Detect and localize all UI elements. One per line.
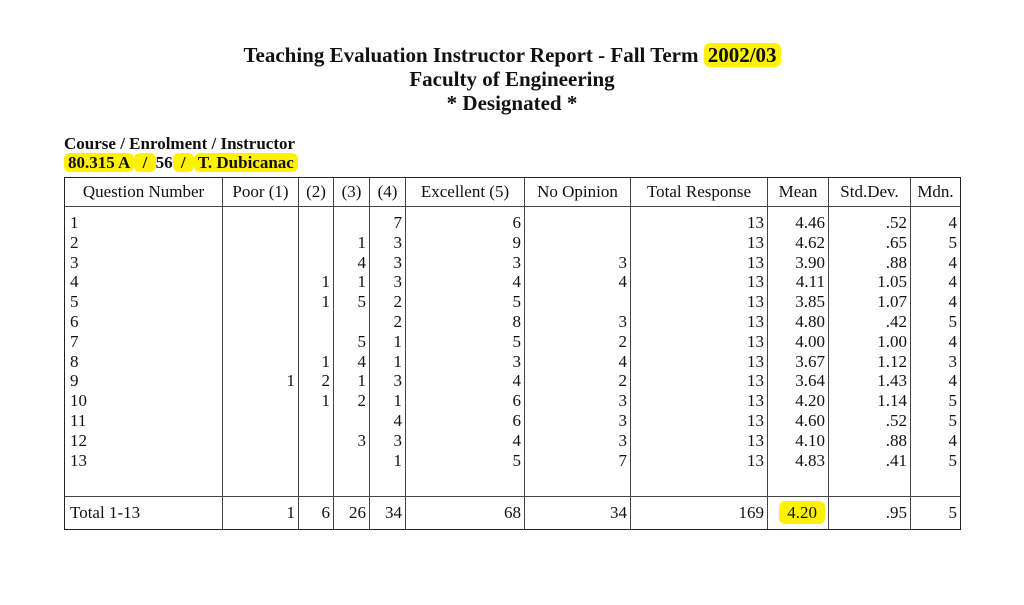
table-cell: 3 xyxy=(618,311,627,331)
table-cell: 5 xyxy=(948,391,957,411)
table-cell: 4.83 xyxy=(795,450,825,470)
table-cell: 3 xyxy=(393,272,402,292)
report-title xyxy=(0,43,1024,67)
total-value: .95 xyxy=(885,503,907,523)
column-header-2: (2) xyxy=(298,178,333,206)
table-cell xyxy=(226,332,295,352)
table-cell: 1.43 xyxy=(877,371,907,391)
column-header-excellent-5: Excellent (5) xyxy=(405,178,524,206)
table-cell xyxy=(226,292,295,312)
table-cell: 3 xyxy=(393,232,402,252)
course-info xyxy=(64,134,298,172)
table-cell: 10 xyxy=(70,391,87,411)
column-values-3 xyxy=(333,206,369,496)
table-cell: 1 xyxy=(357,371,366,391)
column-values-total-response xyxy=(630,206,767,496)
table-cell: 4 xyxy=(512,430,521,450)
table-cell xyxy=(302,213,330,233)
total-value: Total 1-13 xyxy=(70,503,141,523)
table-cell xyxy=(226,233,295,253)
table-cell: 13 xyxy=(747,331,764,351)
table-cell xyxy=(528,213,627,233)
column-values-mdn xyxy=(910,206,960,496)
table-cell: 1 xyxy=(321,292,330,312)
table-cell: 5 xyxy=(948,232,957,252)
total-value: 34 xyxy=(385,503,402,523)
table-cell: 6 xyxy=(512,391,521,411)
table-cell: 1 xyxy=(321,391,330,411)
table-cell: 3 xyxy=(512,252,521,272)
table-cell: 13 xyxy=(747,430,764,450)
table-cell xyxy=(528,292,627,312)
course-code: 80.315 A xyxy=(64,153,134,172)
total-cell-mdn xyxy=(910,496,960,529)
table-cell: 13 xyxy=(747,252,764,272)
table-cell xyxy=(302,411,330,431)
course-separator-2: / xyxy=(173,153,194,172)
table-cell: 4 xyxy=(393,410,402,430)
table-cell: 1 xyxy=(393,331,402,351)
table-cell: 5 xyxy=(948,450,957,470)
total-value: 169 xyxy=(738,503,764,523)
table-cell xyxy=(226,352,295,372)
table-cell: 3 xyxy=(618,430,627,450)
total-cell-2 xyxy=(298,496,333,529)
table-cell: 4.11 xyxy=(795,272,825,292)
table-cell: 3 xyxy=(618,391,627,411)
table-cell: 2 xyxy=(357,391,366,411)
report-title-prefix: Teaching Evaluation Instructor Report - Fall Term xyxy=(243,43,704,67)
table-cell: 4 xyxy=(70,272,79,292)
table-cell: 1 xyxy=(286,371,295,391)
table-cell: 3 xyxy=(512,351,521,371)
total-row xyxy=(65,496,960,529)
table-cell: 7 xyxy=(618,450,627,470)
table-cell: 2 xyxy=(321,371,330,391)
column-values-mean xyxy=(767,206,828,496)
instructor-name: T. Dubicanac xyxy=(194,153,298,172)
table-cell: 4.60 xyxy=(795,410,825,430)
fall-term-highlight: 2002/03 xyxy=(704,43,781,67)
table-cell: 3 xyxy=(393,371,402,391)
column-header-mean: Mean xyxy=(767,178,828,206)
table-cell: 1.05 xyxy=(877,272,907,292)
table-cell xyxy=(226,391,295,411)
table-cell: 2 xyxy=(393,311,402,331)
table-cell: 13 xyxy=(747,272,764,292)
table-cell: 4 xyxy=(948,292,957,312)
table-cell: 13 xyxy=(747,213,764,232)
column-values-question-number xyxy=(65,206,222,496)
table-cell: .52 xyxy=(885,410,907,430)
table-cell: 4 xyxy=(357,351,366,371)
table-cell: 5 xyxy=(512,450,521,470)
table-cell: 4 xyxy=(948,331,957,351)
table-cell: 4 xyxy=(948,371,957,391)
table-cell: 2 xyxy=(393,292,402,312)
column-header-question-number: Question Number xyxy=(82,182,205,202)
column-values-2 xyxy=(298,206,333,496)
table-cell: 2 xyxy=(618,331,627,351)
table-cell xyxy=(302,233,330,253)
course-info-label: Course / Enrolment / Instructor xyxy=(64,134,296,153)
total-value: 26 xyxy=(349,503,366,523)
table-cell: 4 xyxy=(357,252,366,272)
table-cell: .41 xyxy=(885,450,907,470)
table-cell: 1 xyxy=(393,450,402,470)
table-cell: 3.90 xyxy=(795,252,825,272)
table-cell: 4 xyxy=(948,272,957,292)
table-cell: 9 xyxy=(512,232,521,252)
table-cell xyxy=(226,411,295,431)
column-values-4 xyxy=(369,206,405,496)
table-cell xyxy=(302,332,330,352)
total-mean-highlight: 4.20 xyxy=(779,501,825,524)
total-value: 68 xyxy=(504,503,521,523)
table-cell: 1.14 xyxy=(877,391,907,411)
table-cell: 3 xyxy=(393,252,402,272)
column-values-std-dev xyxy=(828,206,910,496)
table-cell: 9 xyxy=(70,371,79,391)
table-cell: 3 xyxy=(618,252,627,272)
column-header-std-dev: Std.Dev. xyxy=(828,178,910,206)
table-cell: 7 xyxy=(70,331,79,351)
table-cell: 4.00 xyxy=(795,331,825,351)
table-cell: 3.64 xyxy=(795,371,825,391)
table-cell: 4 xyxy=(948,213,957,232)
table-cell xyxy=(302,431,330,451)
table-cell: 1 xyxy=(321,351,330,371)
table-cell xyxy=(337,451,366,471)
table-cell: 7 xyxy=(393,213,402,232)
table-cell: 8 xyxy=(70,351,79,371)
table-cell: .65 xyxy=(885,232,907,252)
table-cell xyxy=(337,213,366,233)
table-cell: 13 xyxy=(747,311,764,331)
table-cell: 12 xyxy=(70,430,87,450)
table-cell: 6 xyxy=(512,213,521,232)
table-cell xyxy=(302,312,330,332)
table-cell: 8 xyxy=(512,311,521,331)
table-cell: 6 xyxy=(512,410,521,430)
table-cell: 13 xyxy=(747,232,764,252)
total-cell-no-opinion xyxy=(524,496,630,529)
table-cell: 4 xyxy=(512,371,521,391)
total-cell-mean xyxy=(767,496,828,529)
column-header-3: (3) xyxy=(333,178,369,206)
table-cell: 5 xyxy=(948,311,957,331)
column-header-total-response: Total Response xyxy=(630,178,767,206)
table-cell: 4.80 xyxy=(795,311,825,331)
total-cell-4 xyxy=(369,496,405,529)
table-cell: 1 xyxy=(70,213,79,232)
table-cell: .52 xyxy=(885,213,907,232)
total-value: 5 xyxy=(948,503,957,523)
table-cell: 13 xyxy=(70,450,87,470)
column-header-no-opinion: No Opinion xyxy=(524,178,630,206)
total-value: 1 xyxy=(286,503,295,523)
course-info-values xyxy=(64,153,298,172)
table-cell: 13 xyxy=(747,292,764,312)
table-cell: .42 xyxy=(885,311,907,331)
table-cell: 4 xyxy=(948,430,957,450)
table-cell: 2 xyxy=(618,371,627,391)
column-values-excellent-5 xyxy=(405,206,524,496)
table-cell xyxy=(226,253,295,273)
table-cell: 1.12 xyxy=(877,351,907,371)
table-cell: 1 xyxy=(357,272,366,292)
table-cell: 11 xyxy=(70,410,87,430)
column-header-4: (4) xyxy=(369,178,405,206)
table-cell xyxy=(226,451,295,471)
table-cell: .88 xyxy=(885,252,907,272)
table-cell xyxy=(226,213,295,233)
report-title-block xyxy=(0,43,1024,115)
table-cell: 4 xyxy=(618,351,627,371)
table-cell xyxy=(302,451,330,471)
table-cell: 6 xyxy=(70,311,79,331)
table-cell xyxy=(226,272,295,292)
column-values-poor-1 xyxy=(222,206,298,496)
table-cell: .88 xyxy=(885,430,907,450)
table-cell: 5 xyxy=(70,292,79,312)
total-cell-std-dev xyxy=(828,496,910,529)
table-cell: 4.10 xyxy=(795,430,825,450)
total-cell-3 xyxy=(333,496,369,529)
table-header-row xyxy=(65,178,960,206)
table-cell: 3 xyxy=(948,351,957,371)
table-cell xyxy=(528,233,627,253)
table-cell: 3.85 xyxy=(795,292,825,312)
table-cell: 4.46 xyxy=(795,213,825,232)
table-cell: 3 xyxy=(393,430,402,450)
table-cell: 3 xyxy=(357,430,366,450)
table-cell: 1 xyxy=(393,391,402,411)
faculty-name: Faculty of Engineering xyxy=(409,67,615,91)
table-cell: 13 xyxy=(747,371,764,391)
table-cell: 3 xyxy=(618,410,627,430)
table-cell: 4.62 xyxy=(795,232,825,252)
table-cell: 1 xyxy=(321,272,330,292)
table-cell: 13 xyxy=(747,351,764,371)
table-cell: 5 xyxy=(357,292,366,312)
course-separator-1: / xyxy=(134,153,155,172)
table-cell: 2 xyxy=(70,232,79,252)
evaluation-table xyxy=(64,177,961,530)
table-cell: 5 xyxy=(512,292,521,312)
total-cell-excellent-5 xyxy=(405,496,524,529)
table-cell: 13 xyxy=(747,450,764,470)
table-cell: 4 xyxy=(512,272,521,292)
column-header-poor-1: Poor (1) xyxy=(222,178,298,206)
table-cell: 3 xyxy=(70,252,79,272)
table-cell xyxy=(337,411,366,431)
table-cell xyxy=(226,312,295,332)
total-cell-total-response xyxy=(630,496,767,529)
table-cell: 4.20 xyxy=(795,391,825,411)
table-cell: 1 xyxy=(393,351,402,371)
column-header-mdn: Mdn. xyxy=(910,178,960,206)
table-cell xyxy=(226,431,295,451)
total-cell-poor-1 xyxy=(222,496,298,529)
table-cell: 1.07 xyxy=(877,292,907,312)
column-values-no-opinion xyxy=(524,206,630,496)
total-value: 34 xyxy=(610,503,627,523)
table-cell: 4 xyxy=(948,252,957,272)
table-cell: 1 xyxy=(357,232,366,252)
question-rows xyxy=(65,206,960,496)
total-cell-question-number xyxy=(65,496,222,529)
table-cell: 5 xyxy=(512,331,521,351)
table-cell: 5 xyxy=(357,331,366,351)
enrolment-count: 56 xyxy=(155,153,173,172)
table-cell xyxy=(337,312,366,332)
table-cell: 13 xyxy=(747,391,764,411)
table-cell: 3.67 xyxy=(795,351,825,371)
table-cell: 13 xyxy=(747,410,764,430)
total-value: 6 xyxy=(321,503,330,523)
table-cell: 4 xyxy=(618,272,627,292)
table-cell xyxy=(302,253,330,273)
table-cell: 1.00 xyxy=(877,331,907,351)
table-cell: 5 xyxy=(948,410,957,430)
designation-label: * Designated * xyxy=(446,91,578,115)
